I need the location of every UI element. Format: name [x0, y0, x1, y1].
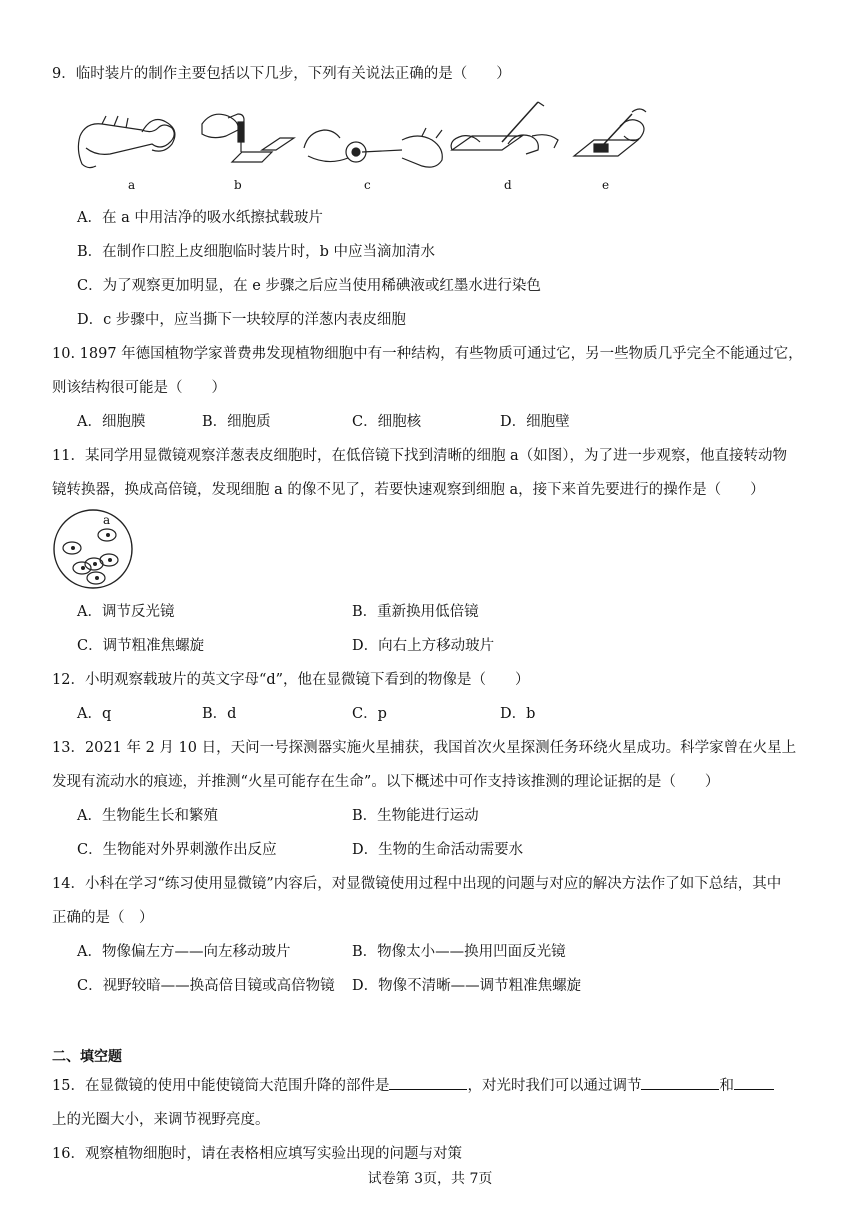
q11-option-c: C．调节粗准焦螺旋 — [77, 638, 205, 654]
q11-option-a: A．调节反光镜 — [77, 604, 175, 620]
q10-option-d: D．细胞壁 — [500, 414, 570, 430]
cell-a-label: a — [103, 513, 111, 527]
fig-label-a: a — [128, 178, 136, 192]
q11-stem-line2: 镜转换器，换成高倍镜，发现细胞 a 的像不见了，若要快速观察到细胞 a，接下来首先要进行的操作是（ ） — [52, 482, 765, 498]
q15-text-part1: 15．在显微镜的使用中能使镜筒大范围升降的部件是 — [52, 1078, 390, 1094]
q15-line1 — [52, 1074, 774, 1095]
q14-option-a: A．物像偏左方——向左移动玻片 — [77, 944, 291, 960]
fig-label-c: c — [364, 178, 371, 192]
q11-option-d: D．向右上方移动玻片 — [352, 638, 495, 654]
q9-stem: 9．临时装片的制作主要包括以下几步，下列有关说法正确的是（ ） — [52, 66, 511, 82]
q10-option-a: A．细胞膜 — [77, 414, 146, 430]
q11-stem-line1: 11．某同学用显微镜观察洋葱表皮细胞时，在低倍镜下找到清晰的细胞 a（如图），为了进一步观察，他直接转动物 — [52, 448, 787, 464]
q12-option-b: B．d — [202, 706, 237, 722]
q13-option-a: A．生物能生长和繁殖 — [77, 808, 218, 824]
q9-option-a: A．在 a 中用洁净的吸水纸擦拭载玻片 — [77, 210, 323, 226]
q14-option-c: C．视野较暗——换高倍目镜或高倍物镜 — [77, 978, 335, 994]
q12-option-a: A．q — [77, 706, 112, 722]
step-a-illustration — [78, 116, 175, 168]
page-footer: 试卷第 3页，共 7页 — [367, 1171, 493, 1187]
step-c-illustration — [304, 128, 442, 167]
q11-option-b: B．重新换用低倍镜 — [352, 604, 479, 620]
q9-option-d: D．c 步骤中，应当撕下一块较厚的洋葱内表皮细胞 — [77, 312, 406, 328]
q15-text-part2: ，对光时我们可以通过调节 — [467, 1078, 642, 1094]
q10-stem-line1: 10. 1897 年德国植物学家普费弗发现植物细胞中有一种结构，有些物质可通过它，另一些物质几乎完全不能通过它， — [52, 346, 803, 362]
fig-label-d: d — [504, 178, 512, 192]
step-e-illustration — [574, 109, 646, 156]
q13-option-d: D．生物的生命活动需要水 — [352, 842, 524, 858]
q13-option-b: B．生物能进行运动 — [352, 808, 479, 824]
microscope-field-of-view-figure — [52, 508, 134, 590]
q10-stem-line2: 则该结构很可能是（ ） — [52, 380, 226, 396]
q13-option-c: C．生物能对外界刺激作出反应 — [77, 842, 277, 858]
fig-label-b: b — [234, 178, 242, 192]
section-heading-fill-in: 二、填空题 — [52, 1049, 122, 1065]
q15-text-part3: 和 — [719, 1078, 734, 1094]
q15-line2: 上的光圈大小，来调节视野亮度。 — [52, 1112, 270, 1128]
q9-option-b: B．在制作口腔上皮细胞临时装片时，b 中应当滴加清水 — [77, 244, 436, 260]
q12-stem: 12．小明观察载玻片的英文字母“d”，他在显微镜下看到的物像是（ ） — [52, 672, 530, 688]
q14-option-b: B．物像太小——换用凹面反光镜 — [352, 944, 566, 960]
q12-option-d: D．b — [500, 706, 536, 722]
q13-stem-line1: 13．2021 年 2 月 10 日，天问一号探测器实施火星捕获，我国首次火星探测任务环绕火星成功。科学家曾在火星上 — [52, 740, 797, 756]
q14-option-d: D．物像不清晰——调节粗准焦螺旋 — [352, 978, 582, 994]
q15-blank-3[interactable] — [734, 1075, 774, 1090]
step-b-illustration — [202, 114, 294, 162]
q14-stem-line2: 正确的是（ ） — [52, 910, 154, 926]
q15-blank-1[interactable] — [389, 1075, 467, 1090]
q13-stem-line2: 发现有流动水的痕迹，并推测“火星可能存在生命”。以下概述中可作支持该推测的理论证据的是（ ） — [52, 774, 720, 790]
q10-option-c: C．细胞核 — [352, 414, 422, 430]
q16-stem: 16．观察植物细胞时，请在表格相应填写实验出现的问题与对策 — [52, 1146, 462, 1162]
q15-blank-2[interactable] — [641, 1075, 719, 1090]
q12-option-c: C．p — [352, 706, 387, 722]
step-d-illustration — [451, 102, 558, 154]
fig-label-e: e — [602, 178, 610, 192]
q9-option-c: C．为了观察更加明显，在 e 步骤之后应当使用稀碘液或红墨水进行染色 — [77, 278, 541, 294]
q10-option-b: B．细胞质 — [202, 414, 271, 430]
q14-stem-line1: 14．小科在学习“练习使用显微镜”内容后，对显微镜使用过程中出现的问题与对应的解决方法作了如下总结，其中 — [52, 876, 782, 892]
